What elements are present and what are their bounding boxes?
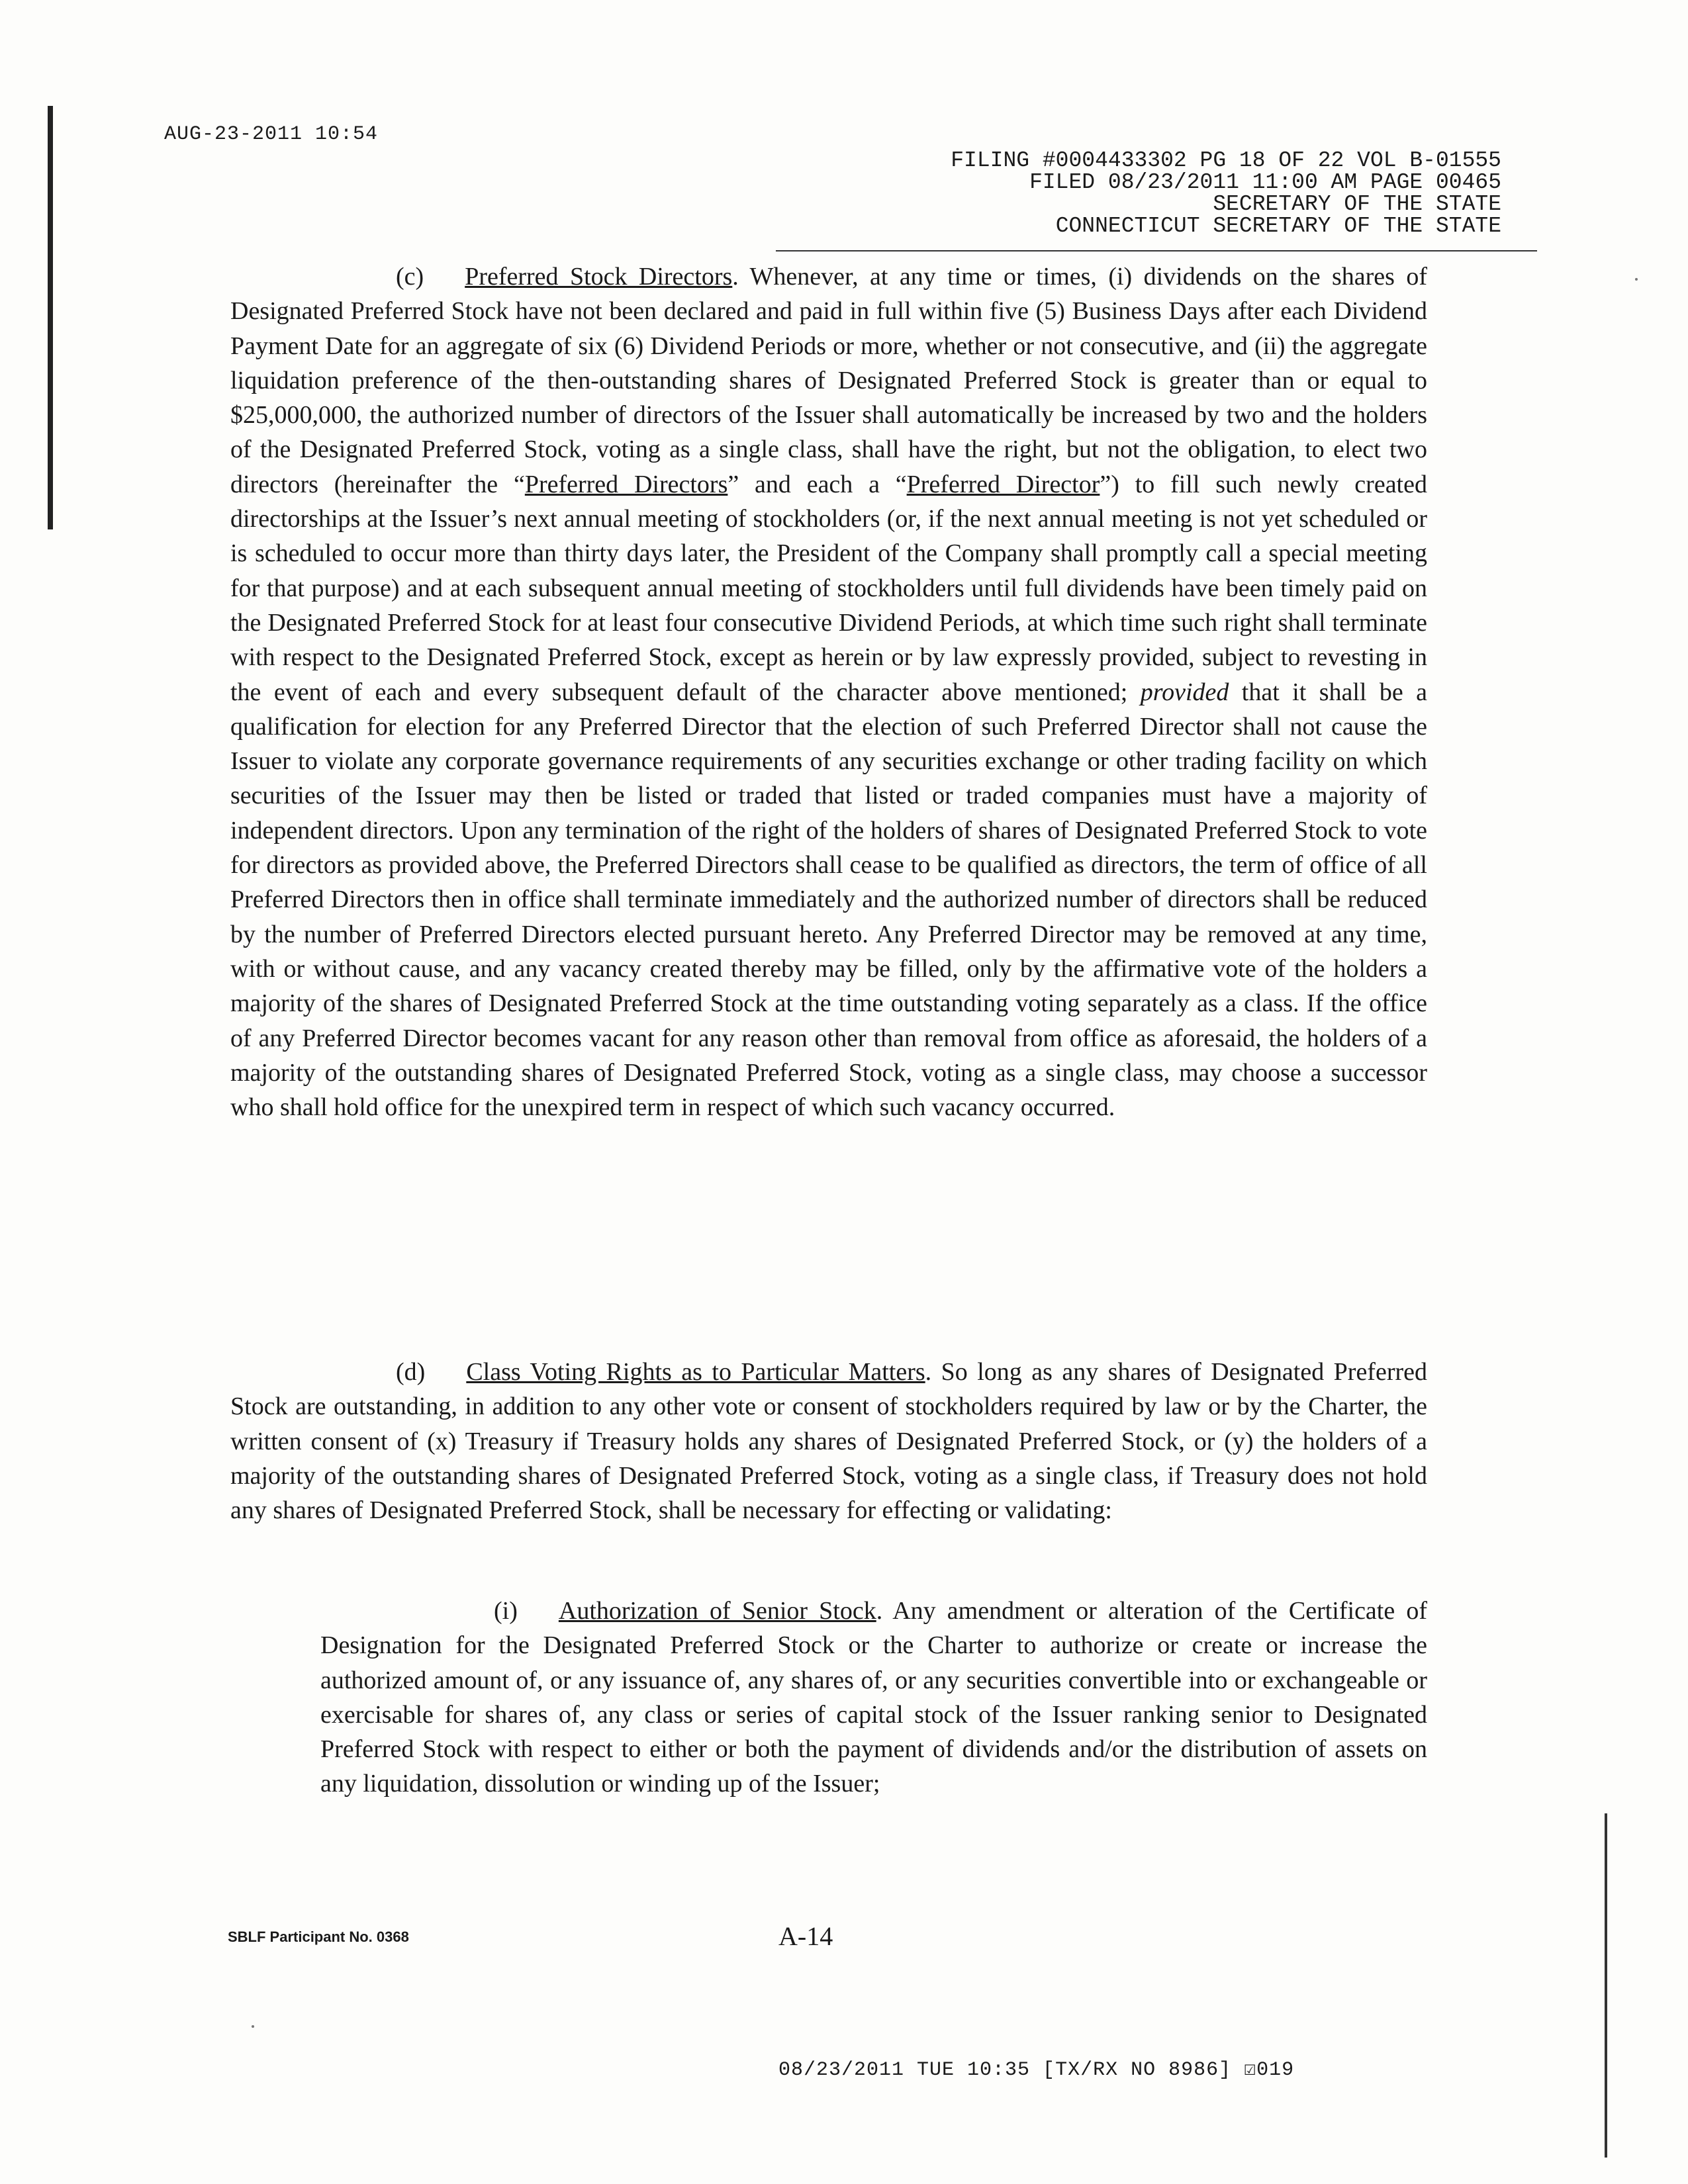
stamp-line: SECRETARY OF THE STATE: [1213, 192, 1501, 216]
paragraph-i: (i) Authorization of Senior Stock. Any amendment or alteration of the Certificate of Designation for the Designated Preferred Stock or the Charter to authorize or create or increase the authorized amount of, or any issuance of, any shares of, or any securities convertible into or exchangeable or exercisable for shares of, any class or series of capital stock of the Issuer ranking senior to Designated Preferred Stock with respect to either or both the payment of dividends and/or the distribution of assets on any liquidation, dissolution or winding up of the Issuer;: [320, 1597, 1427, 1798]
italic-term: provided: [1140, 678, 1229, 706]
scan-speck: [252, 2025, 254, 2028]
paragraph-label: (c): [396, 263, 424, 291]
participant-number: SBLF Participant No. 0368: [228, 1929, 409, 1945]
stamp-line: FILING #0004433302 PG 18 OF 22 VOL B-01555: [951, 148, 1501, 173]
section-heading: Authorization of Senior Stock: [558, 1597, 876, 1625]
paragraph-c: (c) Preferred Stock Directors. Whenever, at any time or times, (i) dividends on the shares of Designated Preferred Stock have not been declared and paid in full within five (5) Business Days after each Dividend Payment Date for an aggregate of six (6) Dividend Periods or more, whether or not consecutive, and (ii) the aggregate liquidation preference of the then-outstanding shares of Designated Preferred Stock is greater than or equal to $25,000,000, the authorized number of directors of the Issuer shall automatically be increased by two and the holders of the Designated Preferred Stock, voting as a single class, shall have the right, but not the obligation, to elect two directors (hereinafter the “Preferred Directors” and each a “Preferred Director”) to fill such newly created directorships at the Issuer’s next annual meeting of stockholders (or, if the next annual meeting is not yet scheduled or is scheduled to occur more than thirty days later, the President of the Company shall promptly call a special meeting for that purpose) and at each subsequent annual meeting of stockholders until full dividends have been timely paid on the Designated Preferred Stock for at least four consecutive Dividend Periods, at which time such right shall terminate with respect to the Designated Preferred Stock, except as herein or by law expressly provided, subject to revesting in the event of each and every subsequent default of the character above mentioned; provided that it shall be a qualification for election for any Preferred Director that the election of such Preferred Director shall not cause the Issuer to violate any corporate governance requirements of any securities exchange or other trading facility on which securities of the Issuer may then be listed or traded that listed or traded companies must have a majority of independent directors. Upon any termination of the right of the holders of shares of Designated Preferred Stock to vote for directors as provided above, the Preferred Directors shall cease to be qualified as directors, the term of office of all Preferred Directors then in office shall terminate immediately and the authorized number of directors shall be reduced by the number of Preferred Directors elected pursuant hereto. Any Preferred Director may be removed at any time, with or without cause, and any vacancy created thereby may be filled, only by the affirmative vote of the holders a majority of the shares of Designated Preferred Stock at the time outstanding voting separately as a class. If the office of any Preferred Director becomes vacant for any reason other than removal from office as aforesaid, the holders of a majority of the outstanding shares of Designated Preferred Stock, voting as a single class, may choose a successor who shall hold office for the unexpired term in respect of which such vacancy occurred.: [230, 263, 1428, 1122]
scan-edge-line: [1605, 1813, 1607, 2158]
section-heading: Class Voting Rights as to Particular Matters: [466, 1358, 925, 1386]
page-number: A-14: [778, 1921, 833, 1951]
paragraph-d: (d) Class Voting Rights as to Particular Matters. So long as any shares of Designated Preferred Stock are outstanding, in addition to any other vote or consent of stockholders required by law or by the Charter, the written consent of (x) Treasury if Treasury holds any shares of Designated Preferred Stock, or (y) the holders of a majority of the outstanding shares of Designated Preferred Stock, voting as a single class, if Treasury does not hold any shares of Designated Preferred Stock, shall be necessary for effecting or validating:: [230, 1358, 1428, 1525]
fax-header: AUG-23-2011 10:54: [164, 123, 379, 146]
scan-speck: [1635, 278, 1638, 281]
stamp-line: FILED 08/23/2011 11:00 AM PAGE 00465: [1029, 170, 1501, 195]
fax-footer: 08/23/2011 TUE 10:35 [TX/RX NO 8986] ☑019: [778, 2059, 1295, 2081]
filing-stamp: [846, 150, 1501, 237]
defined-term: Preferred Director: [906, 470, 1100, 498]
stamp-line: CONNECTICUT SECRETARY OF THE STATE: [1055, 214, 1501, 238]
paragraph-label: (i): [494, 1597, 518, 1625]
stamp-rule: [776, 250, 1537, 251]
paragraph-label: (d): [396, 1358, 426, 1386]
defined-term: Preferred Directors: [524, 470, 728, 498]
scan-edge-line: [48, 106, 53, 529]
section-heading: Preferred Stock Directors: [465, 263, 733, 291]
